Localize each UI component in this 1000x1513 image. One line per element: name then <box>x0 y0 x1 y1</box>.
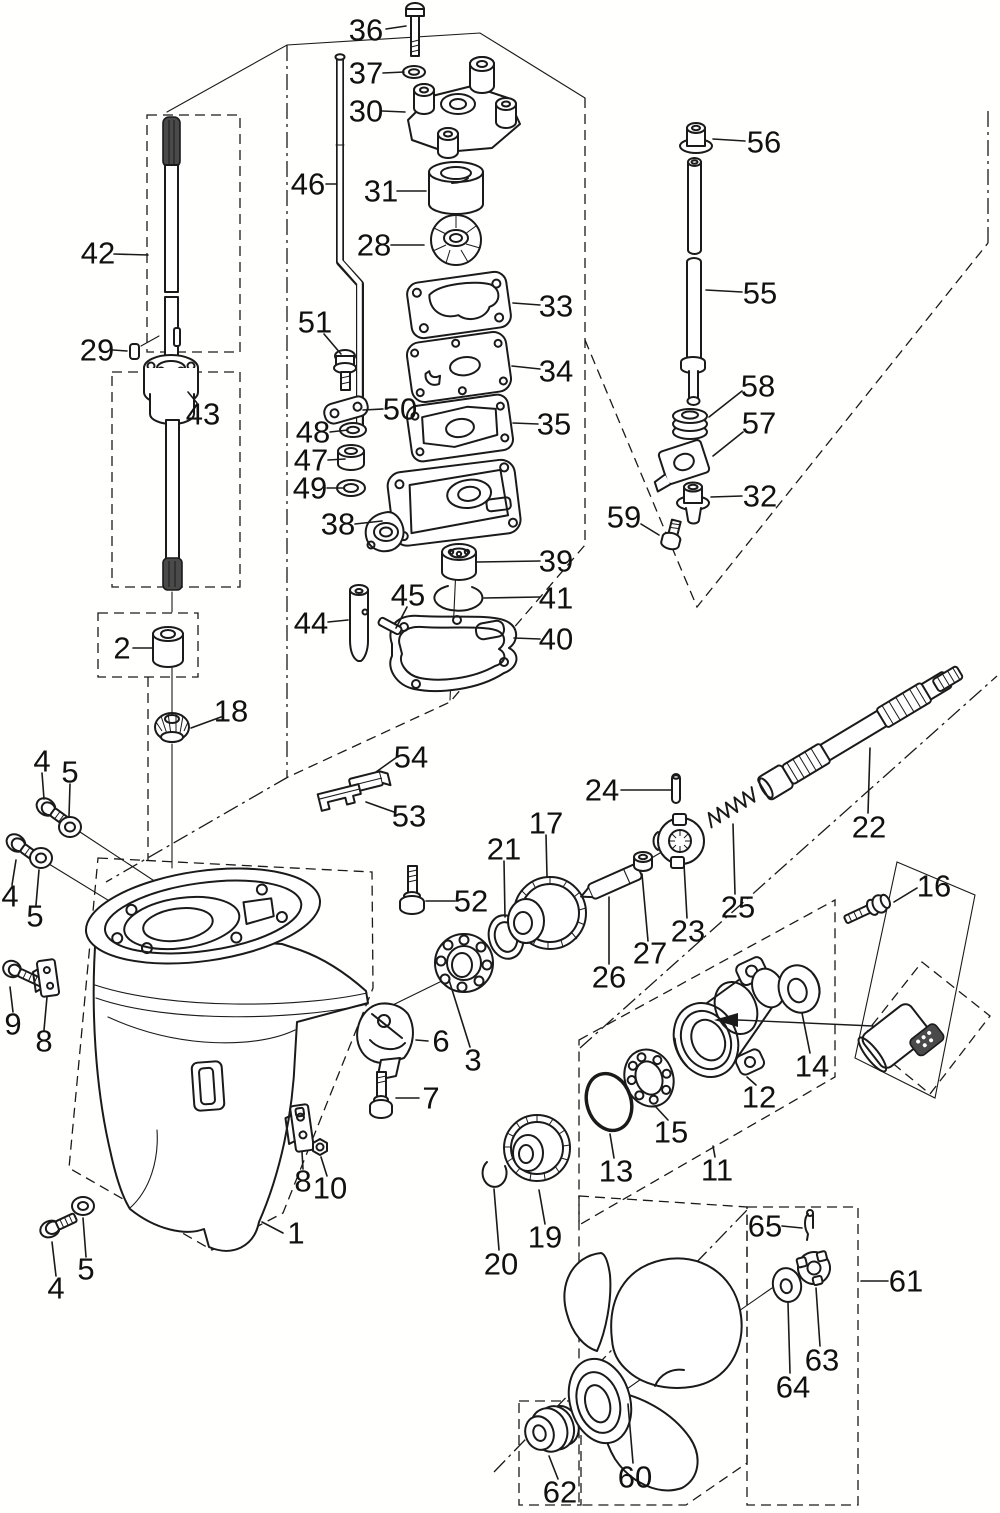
callout-55: 55 <box>742 275 778 311</box>
gasket-40 <box>390 616 516 691</box>
callout-1: 1 <box>287 1215 305 1251</box>
leader-14 <box>802 1013 810 1053</box>
leader-22 <box>868 748 870 813</box>
pump-base-38 <box>366 458 522 551</box>
leader-17 <box>546 835 547 876</box>
circlip-41 <box>434 586 482 611</box>
callout-62: 62 <box>542 1474 578 1510</box>
callout-4: 4 <box>33 743 51 779</box>
callout-21: 21 <box>486 831 522 867</box>
pin-24 <box>672 774 680 803</box>
prop-blade-dome <box>611 1258 741 1388</box>
pump-liner-31 <box>429 162 483 214</box>
callout-22: 22 <box>851 809 887 845</box>
callout-46: 46 <box>290 166 326 202</box>
leader-63 <box>816 1288 820 1346</box>
shaft-key-slot <box>174 328 180 346</box>
callout-39: 39 <box>538 543 574 579</box>
leader-40 <box>514 638 540 639</box>
callout-43: 43 <box>185 396 221 432</box>
spring-25 <box>704 787 758 827</box>
callout-16: 16 <box>916 868 952 904</box>
leader-64 <box>788 1303 790 1373</box>
washer-5c <box>72 1197 94 1215</box>
callout-40: 40 <box>538 621 574 657</box>
callout-26: 26 <box>591 959 627 995</box>
callout-23: 23 <box>670 913 706 949</box>
leader-20 <box>494 1189 499 1250</box>
callout-5: 5 <box>77 1251 95 1287</box>
propeller-drawing <box>519 1210 833 1490</box>
callout-59: 59 <box>606 499 642 535</box>
callout-9: 9 <box>4 1006 22 1042</box>
callout-57: 57 <box>741 405 777 441</box>
leader-6 <box>416 1040 428 1041</box>
callout-24: 24 <box>584 772 620 808</box>
bolt-36 <box>406 3 424 56</box>
callout-53: 53 <box>391 798 427 834</box>
reverse-gear-drawing <box>483 1115 570 1187</box>
driveshaft-lower-splines-icon <box>163 558 182 590</box>
callout-15: 15 <box>653 1114 689 1150</box>
callout-11: 11 <box>700 1152 734 1188</box>
callout-13: 13 <box>598 1153 634 1189</box>
callout-35: 35 <box>536 406 572 442</box>
pinion-gear-18-drawing <box>155 713 189 742</box>
washer-14 <box>773 960 826 1018</box>
driveshaft-box <box>147 115 240 352</box>
leader-30 <box>382 111 405 112</box>
bushing-27 <box>634 852 652 871</box>
callout-7: 7 <box>422 1080 440 1116</box>
washer-5b <box>30 848 52 868</box>
plate-35 <box>406 393 515 463</box>
gasket-33 <box>406 270 513 339</box>
leader-44 <box>328 620 348 622</box>
clip-53 <box>318 784 363 811</box>
callout-44: 44 <box>293 605 329 641</box>
callout-45: 45 <box>390 577 426 613</box>
bolt-7 <box>370 1072 392 1118</box>
screw-16 <box>842 892 893 929</box>
leader-47 <box>328 459 345 460</box>
leader-39 <box>477 561 540 562</box>
leader-56 <box>713 139 745 141</box>
callout-30: 30 <box>348 93 384 129</box>
shaft-26 <box>578 863 643 904</box>
driveshaft-lower <box>166 420 179 560</box>
callout-19: 19 <box>527 1219 563 1255</box>
ball-bearing-3 <box>435 934 493 992</box>
gear-19 <box>504 1115 570 1181</box>
callout-10: 10 <box>312 1170 348 1206</box>
leader-27 <box>642 874 648 941</box>
shiftrod-frame <box>585 243 988 607</box>
callout-38: 38 <box>320 506 356 542</box>
shift-rod-55 <box>681 158 705 405</box>
callout-32: 32 <box>742 478 778 514</box>
callout-61: 61 <box>888 1263 924 1299</box>
shift-rod-drawing <box>646 123 712 551</box>
callout-25: 25 <box>720 889 756 925</box>
callout-4: 4 <box>1 878 19 914</box>
scoop-6 <box>357 1003 413 1080</box>
callout-60: 60 <box>617 1459 653 1495</box>
bolt-4c <box>38 1210 79 1241</box>
callout-64: 64 <box>775 1369 811 1405</box>
leader-42 <box>114 254 148 255</box>
bearing-15 <box>617 1043 682 1114</box>
callout-37: 37 <box>348 55 384 91</box>
callout-54: 54 <box>393 739 429 775</box>
cotter-pin-65 <box>805 1210 813 1240</box>
forward-gear-17 <box>508 877 586 949</box>
driveshaft-upper <box>165 165 178 292</box>
leader-35 <box>513 423 538 424</box>
driveshaft-splines-icon <box>163 117 180 167</box>
prop-blade-top <box>564 1253 610 1351</box>
leader-33 <box>513 303 540 305</box>
pin-29 <box>130 344 139 359</box>
callout-31: 31 <box>363 173 399 209</box>
propeller-60 <box>559 1253 741 1490</box>
callout-47: 47 <box>293 442 329 478</box>
leader-57 <box>713 432 743 456</box>
leader-59 <box>641 524 659 535</box>
leader-16 <box>894 888 917 902</box>
callout-28: 28 <box>356 227 392 263</box>
seal-39 <box>442 544 476 580</box>
dowel-tube-44 <box>350 585 368 661</box>
clutch-dog-23 <box>654 814 705 868</box>
leader-21 <box>504 861 505 917</box>
leader-65 <box>782 1226 802 1228</box>
callout-4: 4 <box>47 1270 65 1306</box>
seal-58 <box>673 409 707 439</box>
callout-51: 51 <box>297 304 333 340</box>
callout-8: 8 <box>35 1023 53 1059</box>
leader-29 <box>113 350 127 351</box>
leader-58 <box>709 391 742 417</box>
leader-32 <box>711 496 742 497</box>
callout-27: 27 <box>632 935 668 971</box>
bushing-2-drawing <box>153 627 183 667</box>
callout-5: 5 <box>61 754 79 790</box>
callout-36: 36 <box>348 12 384 48</box>
leader-23 <box>684 864 687 918</box>
leader-37 <box>383 72 404 73</box>
bolt-52 <box>400 866 424 914</box>
callout-17: 17 <box>528 805 564 841</box>
nut-10 <box>313 1139 327 1155</box>
callout-41: 41 <box>538 580 574 616</box>
callout-56: 56 <box>746 124 782 160</box>
callout-12: 12 <box>741 1079 777 1115</box>
washer-5a <box>59 817 81 837</box>
leader-25 <box>733 824 735 894</box>
leader-50 <box>363 409 383 410</box>
callout-34: 34 <box>538 353 574 389</box>
callout-33: 33 <box>538 288 574 324</box>
callout-5: 5 <box>26 898 44 934</box>
leader-36 <box>386 26 406 29</box>
fitting-51 <box>334 350 356 390</box>
leader-34 <box>512 366 540 369</box>
callout-6: 6 <box>432 1023 450 1059</box>
impeller-28 <box>431 215 481 265</box>
screw-59 <box>660 518 684 550</box>
callout-42: 42 <box>80 235 116 271</box>
leader-41 <box>484 597 540 598</box>
drive-shaft-drawing <box>130 117 198 590</box>
grommet-47 <box>338 445 364 470</box>
retainer-57 <box>646 439 711 491</box>
callout-50: 50 <box>382 391 418 427</box>
callout-52: 52 <box>453 883 489 919</box>
diaphragm-34 <box>405 330 512 403</box>
callout-48: 48 <box>295 414 331 450</box>
pin-align-line <box>141 336 159 346</box>
prop-hardware-box <box>747 1207 858 1505</box>
callout-18: 18 <box>213 693 249 729</box>
callout-63: 63 <box>804 1342 840 1378</box>
bushing-32 <box>677 483 709 524</box>
callout-8: 8 <box>294 1163 312 1199</box>
snap-ring-20 <box>483 1162 507 1187</box>
callout-29: 29 <box>79 332 115 368</box>
leader-53 <box>366 802 394 812</box>
callout-58: 58 <box>740 368 776 404</box>
washer-37 <box>403 66 425 78</box>
callout-65: 65 <box>747 1208 783 1244</box>
group-boxes <box>69 33 997 1505</box>
callout-49: 49 <box>292 470 328 506</box>
callout-3: 3 <box>464 1042 482 1078</box>
callout-14: 14 <box>794 1048 830 1084</box>
callout-20: 20 <box>483 1246 519 1282</box>
leader-1 <box>262 1222 283 1233</box>
leader-55 <box>706 290 742 292</box>
callout-2: 2 <box>113 630 131 666</box>
bushing-56 <box>680 123 712 153</box>
